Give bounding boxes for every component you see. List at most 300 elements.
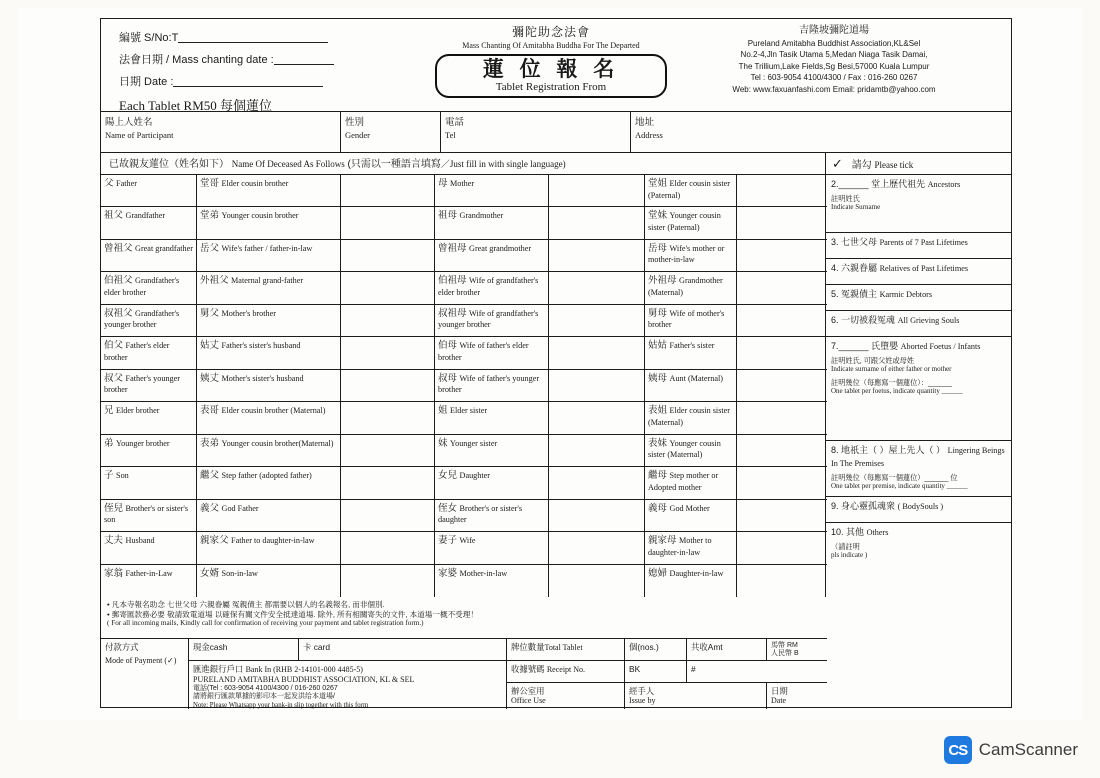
please-tick-band bbox=[825, 153, 1011, 175]
relation-name-input[interactable] bbox=[341, 565, 435, 597]
relation-label-cell bbox=[101, 240, 197, 272]
serial-input[interactable] bbox=[178, 29, 328, 43]
participant-name-en: Name of Participant bbox=[105, 130, 174, 140]
bank-tel: 電話(Tel : 603-9054 4100/4300 / 016-260 0267 bbox=[193, 685, 338, 692]
relation-en: Father's younger brother bbox=[104, 373, 180, 395]
special-category-item[interactable] bbox=[826, 311, 1011, 337]
total-tablet-label bbox=[507, 639, 625, 661]
participant-row bbox=[101, 111, 1011, 153]
please-tick-cn: 請勾 bbox=[851, 160, 872, 171]
serial-label: 編號 S/No:T bbox=[119, 32, 179, 44]
relation-name-input[interactable] bbox=[341, 402, 435, 434]
relation-en: Wife of mother's brother bbox=[648, 308, 725, 330]
relation-label-cell bbox=[645, 337, 737, 369]
amount-cn: 共收Amt bbox=[691, 642, 723, 652]
relation-name-input[interactable] bbox=[549, 240, 645, 272]
deceased-band-note-cn: (只需以一種語言填寫 bbox=[347, 159, 441, 170]
title-badge bbox=[435, 54, 667, 98]
relation-label-cell bbox=[645, 207, 737, 239]
header-org-block bbox=[669, 25, 999, 95]
issue-cn: 經手人 bbox=[629, 686, 655, 696]
field-address[interactable] bbox=[631, 112, 1013, 152]
relation-label-cell bbox=[101, 435, 197, 467]
special-category-item[interactable] bbox=[826, 259, 1011, 285]
scanned-form-sheet bbox=[18, 8, 1082, 720]
org-address-2: The Trillium,Lake Fields,Sg Besi,57000 Kuala Lumpur bbox=[738, 61, 930, 71]
receipt-en: Receipt No. bbox=[546, 665, 586, 674]
category-blank[interactable]: ______ bbox=[838, 341, 869, 351]
relation-cn: 叔祖母 bbox=[438, 307, 467, 319]
category-en: Aborted Foetus / Infants bbox=[900, 342, 981, 351]
category-sub2-cn: 註明幾位（每應寫一個蓮位）：______ bbox=[831, 377, 953, 387]
relation-label-cell bbox=[101, 370, 197, 402]
field-participant-name[interactable] bbox=[101, 112, 341, 152]
category-sub-cn: 註明姓氏, 可跟父姓或母姓 bbox=[831, 356, 915, 365]
relation-name-input[interactable] bbox=[737, 305, 827, 337]
relation-name-input[interactable] bbox=[737, 370, 827, 402]
category-en: Karmic Debtors bbox=[879, 290, 933, 299]
relation-en: Father's sister's husband bbox=[221, 341, 301, 351]
payment-mode-en: Mode of Payment (✓) bbox=[105, 656, 177, 665]
relation-name-input[interactable] bbox=[737, 435, 827, 467]
category-cn: 堂上歷代祖先 bbox=[871, 179, 926, 189]
payment-bank-block[interactable] bbox=[189, 661, 507, 709]
relation-en: Daughter-in-law bbox=[669, 568, 724, 578]
relation-name-input[interactable] bbox=[549, 532, 645, 564]
relation-cn: 丈夫 bbox=[104, 535, 124, 547]
category-sub-en: One tablet per premise, indicate quantity ______ bbox=[831, 482, 968, 490]
relation-label-cell bbox=[435, 565, 549, 597]
relation-en: Father-in-Law bbox=[125, 568, 173, 578]
special-category-item[interactable] bbox=[826, 497, 1011, 523]
payment-card-option[interactable] bbox=[299, 639, 507, 661]
issue-date-en: Date bbox=[771, 696, 787, 705]
relation-en: Mother to daughter-in-law bbox=[648, 536, 712, 557]
issue-date-cn: 日期 bbox=[771, 686, 788, 696]
relation-name-input[interactable] bbox=[549, 500, 645, 532]
relation-en: Elder cousin brother bbox=[221, 179, 289, 188]
relation-en: Son bbox=[116, 471, 129, 481]
bank-in-cn: 匯進銀行戶口 bbox=[193, 664, 244, 674]
relation-label-cell bbox=[435, 402, 549, 434]
relation-cn: 岳母 bbox=[648, 242, 668, 254]
relation-name-input[interactable] bbox=[341, 532, 435, 564]
category-en: Ancestors bbox=[927, 180, 961, 189]
relation-cn: 繼父 bbox=[200, 470, 220, 482]
relation-en: Younger cousin brother bbox=[221, 211, 299, 221]
relation-cn: 家婆 bbox=[438, 567, 458, 579]
relation-en: Father to daughter-in-law bbox=[231, 536, 315, 546]
relation-name-input[interactable] bbox=[737, 272, 827, 304]
relation-name-input[interactable] bbox=[341, 435, 435, 467]
note-line-3: ( For all incoming mails, Kindly call for confirmation of receiving your payment and tablet registration form.) bbox=[107, 619, 424, 628]
relation-label-cell bbox=[101, 500, 197, 532]
relation-name-input[interactable] bbox=[737, 207, 827, 239]
issue-en: Issue by bbox=[629, 696, 656, 705]
category-num: 4. bbox=[831, 263, 839, 273]
relation-name-input[interactable] bbox=[341, 467, 435, 499]
relation-label-cell bbox=[435, 532, 549, 564]
relation-label-cell bbox=[101, 402, 197, 434]
relation-en: Mother bbox=[450, 179, 475, 188]
relation-cn: 表姐 bbox=[648, 405, 668, 417]
header-title-block bbox=[401, 23, 701, 98]
relation-name-input[interactable] bbox=[549, 337, 645, 369]
bank-note-en: Note: Please Whatsapp your bank-in slip together with this form bbox=[193, 701, 369, 709]
deceased-band-note-en: ／Just fill in with single language) bbox=[440, 159, 566, 169]
relation-en: Father's elder brother bbox=[104, 341, 170, 362]
relation-label-cell bbox=[101, 565, 197, 597]
payment-cash-option[interactable] bbox=[189, 639, 299, 661]
relation-label-cell bbox=[197, 532, 341, 564]
category-cn: 六親眷屬 bbox=[841, 263, 878, 273]
relation-label-cell bbox=[645, 402, 737, 434]
relation-label-cell bbox=[435, 337, 549, 369]
relation-en: Younger brother bbox=[116, 438, 170, 448]
relation-label-cell bbox=[645, 467, 737, 499]
relation-name-input[interactable] bbox=[549, 402, 645, 434]
relation-en: Step father (adopted father) bbox=[221, 471, 312, 481]
relation-cn: 侄兒 bbox=[104, 502, 124, 514]
relation-cn: 父 bbox=[104, 178, 114, 189]
currency-label bbox=[767, 639, 827, 661]
category-cn: 七世父母 bbox=[841, 237, 878, 247]
category-num: 3. bbox=[831, 237, 839, 247]
category-sub2-en: One tablet per foetus, indicate quantity ______ bbox=[831, 386, 963, 395]
relation-name-input[interactable] bbox=[549, 565, 645, 597]
category-num: 10. bbox=[831, 527, 844, 537]
relation-name-input[interactable] bbox=[341, 175, 435, 207]
relation-en: Younger cousin brother(Maternal) bbox=[221, 438, 334, 448]
relation-cn: 堂妹 bbox=[648, 210, 668, 222]
relations-grid bbox=[101, 175, 827, 597]
relation-cn: 義母 bbox=[648, 502, 668, 514]
title-cn: 彌陀助念法會 bbox=[511, 25, 590, 39]
field-gender[interactable] bbox=[341, 112, 441, 152]
special-category-item[interactable] bbox=[826, 441, 1011, 497]
payment-mode-label bbox=[101, 639, 189, 709]
category-en: Others bbox=[866, 528, 889, 537]
currency-rm: 馬幣 RM bbox=[771, 642, 798, 649]
relation-en: Grandfather's elder brother bbox=[104, 276, 180, 297]
payment-card-label: 卡 card bbox=[303, 642, 330, 652]
title-en: Mass Chanting Of Amitabha Buddha For The Departed bbox=[462, 41, 640, 50]
relation-cn: 堂哥 bbox=[200, 178, 220, 189]
relation-en: Maternal grand-father bbox=[231, 276, 304, 286]
relation-en: Step mother or Adopted mother bbox=[648, 471, 719, 492]
relation-label-cell bbox=[197, 337, 341, 369]
relation-label-cell bbox=[101, 175, 197, 207]
relation-cn: 曾祖父 bbox=[104, 242, 133, 254]
relation-cn: 外祖父 bbox=[200, 275, 229, 287]
relation-cn: 表妹 bbox=[648, 437, 668, 449]
relation-name-input[interactable] bbox=[737, 240, 827, 272]
relation-name-input[interactable] bbox=[549, 305, 645, 337]
category-en: Lingering Beings In The Premises bbox=[831, 446, 1005, 468]
participant-name-cn: 陽上人姓名 bbox=[105, 117, 153, 128]
special-category-item[interactable] bbox=[826, 523, 1011, 559]
category-num: 5. bbox=[831, 289, 839, 299]
relation-en: Wife's mother or mother-in-law bbox=[648, 243, 725, 265]
relation-name-input[interactable] bbox=[341, 272, 435, 304]
relation-label-cell bbox=[101, 532, 197, 564]
category-cn: 地祇主（ ）屋上先人（ ） bbox=[841, 445, 946, 455]
relation-cn: 妹 bbox=[438, 437, 448, 449]
relation-label-cell bbox=[101, 337, 197, 369]
relation-en: Elder cousin brother (Maternal) bbox=[221, 406, 326, 416]
relation-label-cell bbox=[645, 175, 737, 207]
org-address-1: No.2-4,Jln Tasik Utama 5,Medan Niaga Tasik Damai, bbox=[740, 50, 928, 59]
relation-cn: 叔祖父 bbox=[104, 307, 133, 319]
relation-cn: 姐 bbox=[438, 405, 448, 417]
deceased-band-en: Name Of Deceased As Follows bbox=[231, 159, 345, 169]
tel-en: Tel bbox=[445, 130, 456, 140]
relation-cn: 女婿 bbox=[200, 567, 220, 579]
relation-label-cell bbox=[645, 435, 737, 467]
relation-name-input[interactable] bbox=[549, 175, 645, 207]
relation-en: God Mother bbox=[669, 503, 710, 513]
bank-note-cn: 請將銀行匯款單據的影印本一起发洪给本道場/ bbox=[193, 693, 335, 701]
relation-name-input[interactable] bbox=[341, 305, 435, 337]
relation-label-cell bbox=[197, 207, 341, 239]
special-category-item[interactable] bbox=[826, 337, 1011, 441]
payment-section bbox=[101, 639, 827, 709]
relation-label-cell bbox=[435, 370, 549, 402]
form-frame bbox=[100, 18, 1012, 708]
relation-cn: 伯祖父 bbox=[104, 275, 133, 287]
relation-name-input[interactable] bbox=[341, 240, 435, 272]
relation-label-cell bbox=[101, 467, 197, 499]
relation-cn: 表弟 bbox=[200, 437, 220, 449]
category-blank[interactable]: ______ bbox=[838, 179, 869, 189]
org-name-cn: 吉隆坡彌陀道場 bbox=[799, 25, 869, 36]
relation-name-input[interactable] bbox=[341, 370, 435, 402]
relation-label-cell bbox=[435, 240, 549, 272]
relation-en: Son-in-law bbox=[221, 568, 258, 578]
address-cn: 地址 bbox=[635, 117, 655, 128]
relation-name-input[interactable] bbox=[737, 337, 827, 369]
relation-label-cell bbox=[101, 272, 197, 304]
category-en: Relatives of Past Lifetimes bbox=[879, 264, 969, 273]
camscanner-badge-icon: CS bbox=[944, 736, 972, 764]
office-cn: 辦公室用 bbox=[511, 686, 545, 696]
payment-cash-label: 現金cash bbox=[193, 642, 228, 652]
relation-en: Mother's brother bbox=[221, 308, 276, 318]
relation-label-cell bbox=[435, 207, 549, 239]
relation-label-cell bbox=[197, 305, 341, 337]
relation-label-cell bbox=[101, 207, 197, 239]
relation-label-cell bbox=[197, 500, 341, 532]
relation-en: Younger cousin sister (Paternal) bbox=[648, 211, 721, 232]
special-category-item[interactable] bbox=[826, 233, 1011, 259]
relation-cn: 叔父 bbox=[104, 372, 124, 384]
relation-name-input[interactable] bbox=[549, 467, 645, 499]
form-notes bbox=[101, 597, 827, 639]
category-num: 6. bbox=[831, 315, 839, 325]
check-icon: ✓ bbox=[832, 156, 843, 171]
relation-cn: 伯祖母 bbox=[438, 275, 467, 287]
address-en: Address bbox=[635, 130, 663, 140]
relation-cn: 舅母 bbox=[648, 307, 668, 319]
relation-en: Wife's father / father-in-law bbox=[221, 243, 313, 253]
relation-label-cell bbox=[197, 565, 341, 597]
relation-cn: 親家母 bbox=[648, 535, 677, 547]
tablet-price: Each Tablet RM50 每個蓮位 bbox=[119, 98, 273, 113]
relation-en: Great grandmother bbox=[469, 243, 532, 253]
special-categories-list bbox=[825, 175, 1011, 597]
relation-label-cell bbox=[435, 500, 549, 532]
relation-name-input[interactable] bbox=[341, 207, 435, 239]
relation-label-cell bbox=[197, 435, 341, 467]
relation-name-input[interactable] bbox=[341, 500, 435, 532]
relation-cn: 外祖母 bbox=[648, 275, 677, 287]
relation-en: Wife of father's younger brother bbox=[438, 373, 540, 395]
relation-label-cell bbox=[645, 240, 737, 272]
office-en: Office Use bbox=[511, 696, 546, 705]
hash-label: # bbox=[691, 664, 696, 674]
relation-en: Wife of father's elder brother bbox=[438, 341, 529, 362]
category-num: 2. bbox=[831, 179, 839, 189]
relation-name-input[interactable] bbox=[737, 402, 827, 434]
relation-cn: 伯父 bbox=[104, 340, 124, 352]
category-sub-cn: （請註明 bbox=[831, 542, 860, 551]
bk-label: BK bbox=[629, 664, 641, 674]
relation-en: Brother's or sister's son bbox=[104, 503, 189, 525]
total-tablet-en: Total Tablet bbox=[544, 643, 583, 652]
camscanner-watermark bbox=[944, 736, 1078, 764]
relation-en: Father bbox=[116, 179, 137, 188]
special-category-item[interactable] bbox=[826, 285, 1011, 311]
relation-en: Grandmother (Maternal) bbox=[648, 276, 723, 297]
relation-cn: 表哥 bbox=[200, 405, 220, 417]
relation-label-cell bbox=[645, 532, 737, 564]
relation-label-cell bbox=[197, 240, 341, 272]
receipt-no-label bbox=[507, 661, 625, 683]
relation-en: Wife bbox=[459, 536, 476, 546]
note-line-2: • 郵寄匯款務必要 敬請致電道場 以確保有關文件安全抵達道場. 除外, 所有相關寄失的文件, 本道場一概不受理！ bbox=[107, 609, 478, 619]
receipt-hash-field[interactable] bbox=[687, 661, 827, 683]
relation-cn: 祖母 bbox=[438, 210, 458, 222]
date-input[interactable] bbox=[173, 73, 323, 87]
relation-en: Grandmother bbox=[459, 211, 504, 221]
office-use-label bbox=[507, 683, 625, 709]
relation-label-cell bbox=[197, 402, 341, 434]
category-num: 9. bbox=[831, 501, 839, 511]
issued-date-field[interactable] bbox=[767, 683, 827, 709]
relation-label-cell bbox=[197, 175, 341, 207]
note-line-1: • 凡本寺報名助念 七世父母 六親眷屬 冤親債主 都需要以個人的名義報名, 而非個別. bbox=[107, 600, 385, 609]
relation-en: Wife of grandfather's younger brother bbox=[438, 308, 539, 330]
relation-en: Aunt (Maternal) bbox=[669, 373, 723, 383]
mass-date-label: 法會日期 / Mass chanting date : bbox=[119, 54, 274, 66]
relation-en: Mother's sister's husband bbox=[221, 373, 304, 383]
issued-by-field[interactable] bbox=[625, 683, 767, 709]
field-tel[interactable] bbox=[441, 112, 631, 152]
relation-name-input[interactable] bbox=[549, 435, 645, 467]
relation-name-input[interactable] bbox=[549, 370, 645, 402]
relation-cn: 親家父 bbox=[200, 535, 229, 547]
relation-label-cell bbox=[435, 175, 549, 207]
relation-label-cell bbox=[101, 305, 197, 337]
relation-label-cell bbox=[645, 370, 737, 402]
title-badge-en: Tablet Registration From bbox=[495, 81, 607, 93]
relation-name-input[interactable] bbox=[549, 207, 645, 239]
relation-cn: 家翁 bbox=[104, 567, 124, 579]
relation-cn: 舅父 bbox=[200, 307, 220, 319]
relation-name-input[interactable] bbox=[737, 532, 827, 564]
relation-cn: 媳婦 bbox=[648, 567, 668, 579]
category-sub-en: Indicate surname of either father or mother bbox=[831, 365, 952, 373]
amount-label bbox=[687, 639, 767, 661]
mass-date-input[interactable] bbox=[274, 51, 334, 65]
relation-en: Elder brother bbox=[116, 406, 160, 416]
org-tel: Tel : 603-9054 4100/4300 / Fax : 016-260 0267 bbox=[750, 73, 918, 82]
relation-name-input[interactable] bbox=[737, 500, 827, 532]
date-label: 日期 Date : bbox=[119, 76, 174, 88]
relation-cn: 兄 bbox=[104, 405, 114, 417]
relation-en: Brother's or sister's daughter bbox=[438, 503, 523, 525]
relation-cn: 母 bbox=[438, 178, 448, 189]
relation-cn: 姨母 bbox=[648, 372, 668, 384]
special-category-item[interactable] bbox=[826, 175, 1011, 233]
relation-name-input[interactable] bbox=[341, 337, 435, 369]
relation-label-cell bbox=[645, 500, 737, 532]
payment-mode-cn: 付款方式 bbox=[105, 642, 139, 652]
relation-en: Grandfather's younger brother bbox=[104, 308, 180, 330]
gender-cn: 性別 bbox=[345, 117, 365, 128]
category-en: Parents of 7 Past Lifetimes bbox=[879, 238, 968, 247]
deceased-band-cn: 已故親友蓮位（姓名如下） bbox=[109, 159, 229, 170]
receipt-cn: 收據號碼 bbox=[511, 664, 545, 674]
relation-en: Wife of grandfather's elder brother bbox=[438, 276, 539, 297]
relation-label-cell bbox=[197, 272, 341, 304]
relation-name-input[interactable] bbox=[737, 565, 827, 597]
relation-cn: 曾祖母 bbox=[438, 242, 467, 254]
relation-en: Elder cousin sister (Paternal) bbox=[648, 179, 731, 200]
relation-en: Elder cousin sister (Maternal) bbox=[648, 406, 731, 427]
relation-cn: 堂弟 bbox=[200, 210, 220, 222]
relation-label-cell bbox=[645, 305, 737, 337]
org-name-en: Pureland Amitabha Buddhist Association,KL&Sel bbox=[747, 38, 921, 48]
relation-en: Younger cousin sister (Maternal) bbox=[648, 438, 721, 460]
category-cn: 一切被殺冤魂 bbox=[841, 315, 896, 325]
relation-name-input[interactable] bbox=[549, 272, 645, 304]
relation-cn: 姨丈 bbox=[200, 372, 220, 384]
category-cn: 氏墮嬰 bbox=[871, 341, 899, 351]
please-tick-en: Please tick bbox=[874, 160, 914, 170]
relation-cn: 妻子 bbox=[438, 535, 458, 547]
relation-cn: 義父 bbox=[200, 502, 220, 514]
total-tablet-cn: 牌位數量 bbox=[511, 642, 545, 652]
relation-cn: 叔母 bbox=[438, 372, 458, 384]
relation-label-cell bbox=[435, 435, 549, 467]
tablet-count-field[interactable] bbox=[625, 639, 687, 661]
relation-en: Elder sister bbox=[450, 406, 488, 416]
relation-cn: 女兒 bbox=[438, 470, 458, 482]
nos-label: 個(nos.) bbox=[629, 642, 659, 652]
relation-label-cell bbox=[197, 370, 341, 402]
relation-cn: 伯母 bbox=[438, 340, 458, 352]
receipt-bk-field[interactable] bbox=[625, 661, 687, 683]
relation-name-input[interactable] bbox=[737, 175, 827, 207]
relation-label-cell bbox=[645, 272, 737, 304]
relation-name-input[interactable] bbox=[737, 467, 827, 499]
category-en: ( BodySouls ) bbox=[897, 502, 944, 511]
relation-en: Father's sister bbox=[669, 341, 715, 351]
category-sub-cn: 註明姓氏 bbox=[831, 194, 860, 203]
relation-cn: 繼母 bbox=[648, 470, 668, 482]
relation-en: Mother-in-law bbox=[459, 568, 508, 578]
